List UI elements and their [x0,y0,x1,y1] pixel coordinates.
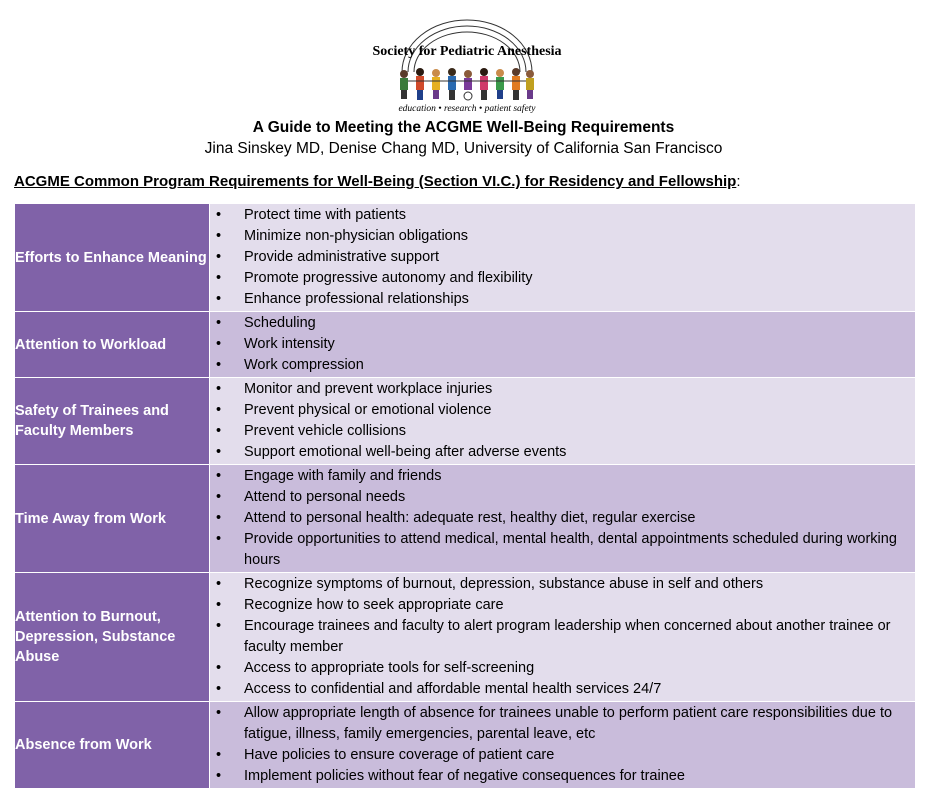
category-cell: Efforts to Enhance Meaning [15,204,210,312]
requirements-list [210,204,915,311]
category-cell: Safety of Trainees and Faculty Members [15,378,210,465]
list-item: • Engage with family and friends [210,466,907,487]
list-item: • Enhance professional relationships [210,289,907,310]
requirements-table [14,203,916,789]
list-item: • Attend to personal needs [210,487,907,508]
list-item: • Access to confidential and affordable mental health services 24/7 [210,679,907,700]
logo-arcs-graphic [362,10,572,118]
list-item: • Prevent vehicle collisions [210,421,907,442]
society-logo [362,10,572,118]
list-item: • Recognize symptoms of burnout, depression, substance abuse in self and others [210,574,907,595]
list-item: • Provide administrative support [210,247,907,268]
category-cell: Attention to Burnout, Depression, Substance Abuse [15,573,210,702]
requirements-cell [210,378,916,465]
list-item: • Monitor and prevent workplace injuries [210,379,907,400]
list-item: • Allow appropriate length of absence for trainees unable to perform patient care responsibilities due to fatigue, illness, family emergencies, parental leave, etc [210,703,907,745]
requirements-list [210,312,915,377]
requirements-list [210,465,915,572]
requirements-cell [210,312,916,378]
requirements-cell [210,465,916,573]
list-item: • Support emotional well-being after adverse events [210,442,907,463]
requirements-list [210,573,915,701]
logo-title: Society for Pediatric Anesthesia [372,44,562,59]
document-title: A Guide to Meeting the ACGME Well-Being Requirements [252,119,675,136]
requirements-cell [210,573,916,702]
section-heading-suffix: : [736,173,741,190]
category-cell: Absence from Work [15,702,210,789]
list-item: • Implement policies without fear of negative consequences for trainee [210,766,907,787]
table-row [15,573,916,702]
list-item: • Have policies to ensure coverage of patient care [210,745,907,766]
requirements-cell [210,702,916,789]
list-item: • Recognize how to seek appropriate care [210,595,907,616]
table-row [15,204,916,312]
logo-tagline: education • research • patient safety [398,104,536,114]
list-item: • Prevent physical or emotional violence [210,400,907,421]
list-item: • Protect time with patients [210,205,907,226]
table-row [15,702,916,789]
list-item: • Scheduling [210,313,907,334]
requirements-list [210,702,915,788]
document-authors: Jina Sinskey MD, Denise Chang MD, University of California San Francisco [204,140,723,157]
table-row [15,312,916,378]
category-cell: Attention to Workload [15,312,210,378]
requirements-list [210,378,915,464]
list-item: • Access to appropriate tools for self-screening [210,658,907,679]
list-item: • Minimize non-physician obligations [210,226,907,247]
section-heading [14,173,741,190]
list-item: • Provide opportunities to attend medical, mental health, dental appointments scheduled during working hours [210,529,907,571]
children-figures-graphic [400,68,534,100]
requirements-cell [210,204,916,312]
requirements-table-body [15,204,916,789]
list-item: • Attend to personal health: adequate rest, healthy diet, regular exercise [210,508,907,529]
list-item: • Encourage trainees and faculty to alert program leadership when concerned about another trainee or faculty member [210,616,907,658]
section-heading-text: ACGME Common Program Requirements for Well-Being (Section VI.C.) for Residency and Fellowship [14,173,737,190]
category-cell: Time Away from Work [15,465,210,573]
table-row [15,465,916,573]
list-item: • Work compression [210,355,907,376]
table-row [15,378,916,465]
list-item: • Promote progressive autonomy and flexibility [210,268,907,289]
list-item: • Work intensity [210,334,907,355]
